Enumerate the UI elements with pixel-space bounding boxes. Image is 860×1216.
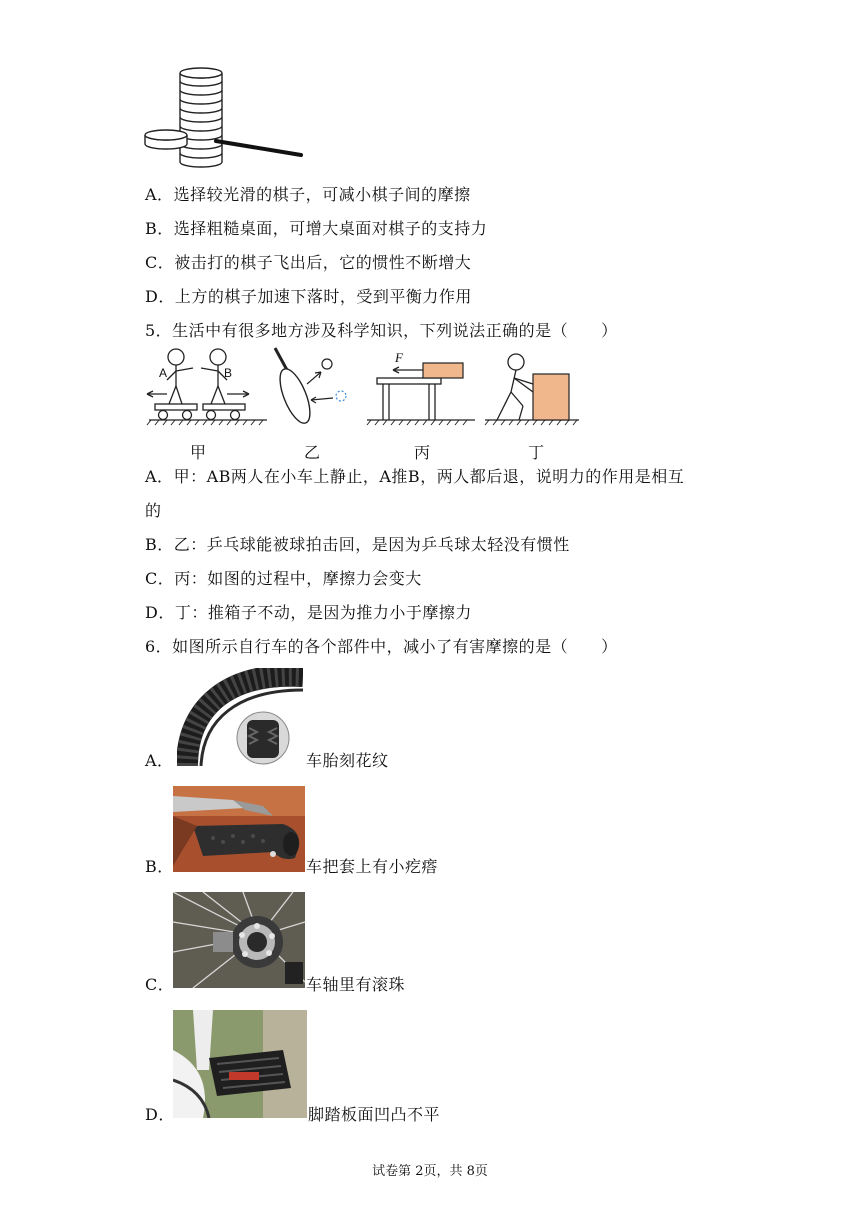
- label-a: A: [159, 366, 168, 380]
- q6-option-d: D．: [145, 1105, 175, 1124]
- q6-option-b-caption: 车把套上有小疙瘩: [306, 857, 439, 876]
- q6-option-b: B．: [145, 857, 174, 876]
- caption-yi: 乙: [304, 443, 321, 462]
- axle-bearing-photo: [173, 892, 305, 988]
- q5-stem: 5．生活中有很多地方涉及科学知识，下列说法正确的是（ ）: [145, 321, 618, 340]
- q6-option-c-caption: 车轴里有滚珠: [306, 975, 406, 994]
- page-footer: 试卷第 2页，共 8页: [372, 1164, 488, 1179]
- checker-stack-figure: [140, 62, 310, 174]
- cart-people-figure: [147, 349, 267, 425]
- q5-figure: [145, 344, 585, 460]
- q6-stem: 6．如图所示自行车的各个部件中，减小了有害摩擦的是（ ）: [145, 637, 618, 656]
- q5-option-b: B．乙：乒乓球能被球拍击回，是因为乒乓球太轻没有惯性: [145, 535, 570, 554]
- q4-option-c: C．被击打的棋子飞出后，它的惯性不断增大: [145, 253, 472, 272]
- q6-option-c: C．: [145, 975, 175, 994]
- q4-option-b: B．选择粗糙桌面，可增大桌面对棋子的支持力: [145, 219, 488, 238]
- q4-option-a: A．选择较光滑的棋子，可减小棋子间的摩擦: [145, 185, 471, 204]
- label-b: B: [224, 366, 233, 380]
- q6-option-d-caption: 脚踏板面凹凸不平: [308, 1105, 441, 1124]
- q5-option-a-cont: 的: [145, 501, 162, 520]
- q4-option-d: D．上方的棋子加速下落时，受到平衡力作用: [145, 287, 472, 306]
- caption-bing: 丙: [414, 443, 431, 462]
- tire-photo: [177, 668, 303, 766]
- handlebar-grip-photo: [173, 786, 305, 872]
- caption-ding: 丁: [528, 443, 545, 462]
- q6-option-a-caption: 车胎刻花纹: [306, 751, 389, 770]
- q5-option-d: D．丁：推箱子不动，是因为推力小于摩擦力: [145, 603, 472, 622]
- q5-option-c: C．丙：如图的过程中，摩擦力会变大: [145, 569, 422, 588]
- q6-option-a: A．: [145, 751, 174, 770]
- caption-jia: 甲: [190, 443, 207, 462]
- pedal-photo: [173, 1010, 307, 1118]
- q5-option-a: A．甲：AB两人在小车上静止，A推B，两人都后退，说明力的作用是相互: [145, 467, 685, 486]
- paddle-ball-figure: [274, 348, 346, 427]
- label-f: F: [395, 350, 403, 365]
